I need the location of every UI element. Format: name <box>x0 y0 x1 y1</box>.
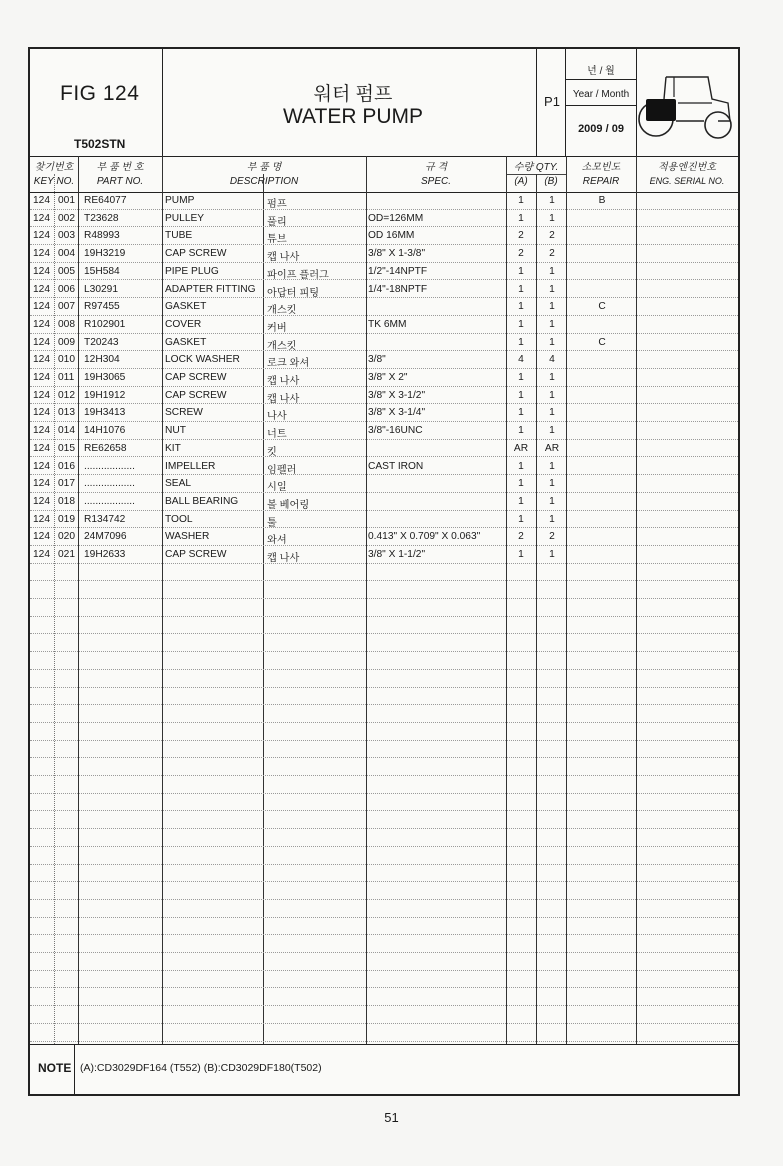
title-korean: 워터 펌프 <box>313 84 393 105</box>
spec-cell: TK 6MM <box>368 318 407 330</box>
key-no-cell: 014 <box>58 425 75 437</box>
blank-row <box>30 723 738 741</box>
spec-kr-header: 규 격 <box>424 162 448 173</box>
blank-row <box>30 564 738 582</box>
qty-b-cell: 1 <box>549 513 555 525</box>
fig-cell: 124 <box>33 195 50 206</box>
qty-b-cell: 4 <box>549 354 555 366</box>
key-no-cell: 019 <box>58 513 75 525</box>
qty-b-cell: 1 <box>549 301 555 313</box>
part-no-cell: 14H1076 <box>84 425 126 437</box>
fig-cell: 124 <box>33 478 50 490</box>
blank-row <box>30 918 738 936</box>
part-no-header: PART NO. <box>96 176 144 187</box>
table-row <box>30 298 738 316</box>
qty-b-cell: 1 <box>549 212 555 224</box>
description-kr-cell: 시일 <box>267 482 287 494</box>
description-kr-cell: 캡 나사 <box>267 252 300 264</box>
key-no-kr-header: 찾기번호 <box>34 162 74 173</box>
part-no-cell: R97455 <box>84 301 120 313</box>
spec-cell: 1/2"-14NPTF <box>368 265 428 277</box>
part-no-cell: RE62658 <box>84 442 127 454</box>
part-no-cell: 19H1912 <box>84 389 126 401</box>
description-kr-cell: 튜브 <box>267 234 287 246</box>
blank-row <box>30 635 738 653</box>
blank-row <box>30 670 738 688</box>
description-cell: PUMP <box>165 195 195 206</box>
blank-row <box>30 741 738 759</box>
key-no-cell: 018 <box>58 495 75 507</box>
sheet-header <box>30 49 738 157</box>
blank-row <box>30 794 738 812</box>
table-row <box>30 493 738 511</box>
table-row <box>30 422 738 440</box>
part-no-cell: 12H304 <box>84 354 120 366</box>
part-no-cell: L30291 <box>84 283 118 295</box>
spec-cell: 3/8" X 1-3/8" <box>368 248 426 260</box>
table-row <box>30 404 738 422</box>
table-row <box>30 369 738 387</box>
blank-row <box>30 652 738 670</box>
description-cell: WASHER <box>165 531 210 543</box>
tractor-icon <box>638 69 736 143</box>
fig-cell: 124 <box>33 354 50 366</box>
blank-row <box>30 1006 738 1024</box>
key-no-cell: 015 <box>58 442 75 454</box>
description-kr-cell: 캡 나사 <box>267 553 300 564</box>
part-no-cell: .................. <box>84 460 135 472</box>
description-kr-cell: 아답터 피팅 <box>267 287 320 299</box>
description-cell: TOOL <box>165 513 193 525</box>
qty-b-cell: 1 <box>549 549 555 560</box>
table-row <box>30 316 738 334</box>
table-row <box>30 528 738 546</box>
table-row <box>30 458 738 476</box>
description-kr-cell: 개스킷 <box>267 340 297 352</box>
description-cell: PULLEY <box>165 212 205 224</box>
blank-row <box>30 953 738 971</box>
description-cell: SCREW <box>165 407 203 419</box>
title-english: WATER PUMP <box>283 105 423 128</box>
spec-header: SPEC. <box>420 176 451 187</box>
qty-b-header: (B) <box>544 176 558 187</box>
description-kr-cell: 파이프 플러그 <box>267 269 329 281</box>
key-no-cell: 002 <box>58 212 75 224</box>
blank-row <box>30 758 738 776</box>
fig-cell: 124 <box>33 265 50 277</box>
part-no-cell: R134742 <box>84 513 126 525</box>
table-row <box>30 192 738 210</box>
table-row <box>30 511 738 529</box>
table-row <box>30 440 738 458</box>
fig-cell: 124 <box>33 460 50 472</box>
qty-header: 수량 QTY. <box>513 162 559 173</box>
fig-cell: 124 <box>33 372 50 383</box>
spec-cell: 3/8" X 3-1/2" <box>368 389 426 401</box>
key-no-cell: 004 <box>58 248 75 260</box>
blank-row <box>30 1024 738 1042</box>
spec-cell: OD=126MM <box>368 212 424 224</box>
page-code: P1 <box>544 94 560 109</box>
qty-a-cell: 1 <box>518 336 524 348</box>
part-no-cell: .................. <box>84 495 135 507</box>
repair-cell: C <box>598 301 606 313</box>
repair-cell: B <box>598 195 606 206</box>
description-kr-cell: 개스킷 <box>267 305 297 317</box>
fig-cell: 124 <box>33 531 50 543</box>
part-no-cell: 24M7096 <box>84 531 127 543</box>
part-no-cell: T23628 <box>84 212 119 224</box>
qty-a-cell: 1 <box>518 318 524 330</box>
qty-b-cell: AR <box>544 442 560 454</box>
table-row <box>30 475 738 493</box>
key-no-cell: 020 <box>58 531 75 543</box>
qty-b-cell: 1 <box>549 195 555 206</box>
spec-cell: 0.413" X 0.709" X 0.063" <box>368 531 481 543</box>
description-cell: CAP SCREW <box>165 372 227 383</box>
serial-kr-header: 적용엔진번호 <box>658 162 716 173</box>
part-no-cell: 19H2633 <box>84 549 126 560</box>
description-kr-cell: 와셔 <box>267 535 287 547</box>
part-no-kr-header: 부 품 번 호 <box>96 162 144 173</box>
qty-a-cell: 4 <box>518 354 524 366</box>
note-section <box>30 1044 738 1095</box>
blank-row <box>30 989 738 1007</box>
fig-cell: 124 <box>33 425 50 437</box>
year-month-label: Year / Month <box>572 89 630 100</box>
qty-b-cell: 1 <box>549 372 555 383</box>
description-kr-cell: 나사 <box>267 411 287 423</box>
fig-cell: 124 <box>33 549 50 560</box>
description-cell: TUBE <box>165 230 193 242</box>
fig-cell: 124 <box>33 407 50 419</box>
qty-b-cell: 1 <box>549 407 555 419</box>
blank-row <box>30 971 738 989</box>
repair-kr-header: 소모빈도 <box>581 162 621 173</box>
table-row <box>30 245 738 263</box>
fig-cell: 124 <box>33 336 50 348</box>
description-kr-cell: 펌프 <box>267 199 287 210</box>
qty-b-cell: 1 <box>549 283 555 295</box>
qty-a-cell: 1 <box>518 212 524 224</box>
description-cell: NUT <box>165 425 186 437</box>
qty-a-cell: 1 <box>518 495 524 507</box>
qty-b-cell: 2 <box>549 248 555 260</box>
key-no-cell: 017 <box>58 478 75 490</box>
qty-b-cell: 1 <box>549 460 555 472</box>
description-header: DESCRIPTION <box>229 176 299 187</box>
blank-row <box>30 705 738 723</box>
fig-cell: 124 <box>33 301 50 313</box>
fig-cell: 124 <box>33 495 50 507</box>
qty-a-cell: 1 <box>518 265 524 277</box>
model-code: T502STN <box>74 137 126 151</box>
blank-row <box>30 829 738 847</box>
part-no-cell: 19H3413 <box>84 407 126 419</box>
column-headers <box>30 156 738 193</box>
fig-cell: 124 <box>33 283 50 295</box>
qty-a-cell: 1 <box>518 283 524 295</box>
description-kr-header: 부 품 명 <box>246 162 282 173</box>
key-no-cell: 003 <box>58 230 75 242</box>
page-number: 51 <box>384 1110 399 1125</box>
qty-b-cell: 1 <box>549 495 555 507</box>
part-no-cell: 19H3219 <box>84 248 126 260</box>
key-no-cell: 016 <box>58 460 75 472</box>
part-no-cell: R48993 <box>84 230 120 242</box>
year-month-korean: 년 / 월 <box>587 66 615 77</box>
qty-a-cell: 1 <box>518 301 524 313</box>
qty-a-cell: 1 <box>518 372 524 383</box>
year-month-value: 2009 / 09 <box>578 123 624 135</box>
key-no-cell: 007 <box>58 301 75 313</box>
description-cell: KIT <box>165 442 181 454</box>
key-no-cell: 021 <box>58 549 75 560</box>
serial-header: ENG. SERIAL NO. <box>649 176 725 186</box>
blank-row <box>30 865 738 883</box>
description-kr-cell: 풀리 <box>267 216 287 228</box>
repair-header: REPAIR <box>582 176 620 187</box>
description-cell: CAP SCREW <box>165 248 227 260</box>
part-no-cell: .................. <box>84 478 135 490</box>
blank-row <box>30 581 738 599</box>
repair-cell: C <box>598 336 606 348</box>
description-kr-cell: 킷 <box>267 446 277 458</box>
spec-cell: 3/8" X 2" <box>368 372 408 383</box>
qty-a-cell: 1 <box>518 425 524 437</box>
key-no-cell: 006 <box>58 283 75 295</box>
description-kr-cell: 너트 <box>267 429 287 441</box>
table-row <box>30 334 738 352</box>
description-cell: CAP SCREW <box>165 389 227 401</box>
key-no-cell: 008 <box>58 318 75 330</box>
table-row <box>30 210 738 228</box>
qty-a-cell: 1 <box>518 513 524 525</box>
description-cell: COVER <box>165 318 202 330</box>
description-kr-cell: 툴 <box>267 517 277 529</box>
spec-cell: 1/4"-18NPTF <box>368 283 428 295</box>
note-label: NOTE <box>38 1061 72 1075</box>
part-no-cell: 19H3065 <box>84 372 126 383</box>
blank-row <box>30 882 738 900</box>
qty-b-cell: 1 <box>549 425 555 437</box>
qty-a-cell: 1 <box>518 407 524 419</box>
description-kr-cell: 볼 베어링 <box>267 499 310 511</box>
table-row <box>30 351 738 369</box>
qty-b-cell: 1 <box>549 265 555 277</box>
figure-number: FIG 124 <box>60 82 140 105</box>
description-cell: PIPE PLUG <box>165 265 219 277</box>
spec-cell: 3/8"-16UNC <box>368 425 423 437</box>
qty-b-cell: 1 <box>549 478 555 490</box>
description-kr-cell: 캡 나사 <box>267 393 300 405</box>
part-no-cell: 15H584 <box>84 265 120 277</box>
qty-a-cell: 1 <box>518 549 524 560</box>
part-no-cell: RE64077 <box>84 195 127 206</box>
qty-a-cell: AR <box>513 442 529 454</box>
fig-cell: 124 <box>33 248 50 260</box>
qty-b-cell: 1 <box>549 389 555 401</box>
blank-row <box>30 599 738 617</box>
qty-b-cell: 1 <box>549 318 555 330</box>
qty-b-cell: 2 <box>549 531 555 543</box>
qty-a-cell: 2 <box>518 531 524 543</box>
part-no-cell: R102901 <box>84 318 126 330</box>
description-cell: CAP SCREW <box>165 549 227 560</box>
table-row <box>30 227 738 245</box>
key-no-cell: 011 <box>58 372 75 383</box>
description-kr-cell: 커버 <box>267 322 287 334</box>
key-no-cell: 012 <box>58 389 75 401</box>
description-kr-cell: 캡 나사 <box>267 376 300 387</box>
description-cell: BALL BEARING <box>165 495 239 507</box>
key-no-cell: 005 <box>58 265 75 277</box>
description-cell: SEAL <box>165 478 192 490</box>
key-no-cell: 010 <box>58 354 75 366</box>
blank-row <box>30 688 738 706</box>
blank-row <box>30 935 738 953</box>
qty-a-cell: 2 <box>518 248 524 260</box>
blank-row <box>30 812 738 830</box>
qty-a-cell: 1 <box>518 478 524 490</box>
key-no-cell: 001 <box>58 195 75 206</box>
blank-row <box>30 900 738 918</box>
part-no-cell: T20243 <box>84 336 119 348</box>
description-kr-cell: 로크 와셔 <box>267 358 310 370</box>
spec-cell: 3/8" <box>368 354 386 366</box>
fig-cell: 124 <box>33 513 50 525</box>
fig-cell: 124 <box>33 318 50 330</box>
description-cell: GASKET <box>165 336 207 348</box>
key-no-cell: 009 <box>58 336 75 348</box>
note-text: (A):CD3029DF164 (T552) (B):CD3029DF180(T502) <box>80 1062 322 1074</box>
table-row <box>30 546 738 564</box>
spec-cell: OD 16MM <box>368 230 415 242</box>
description-cell: IMPELLER <box>165 460 216 472</box>
fig-cell: 124 <box>33 230 50 242</box>
description-cell: LOCK WASHER <box>165 354 240 366</box>
qty-a-header: (A) <box>514 176 528 187</box>
description-cell: GASKET <box>165 301 207 313</box>
blank-row <box>30 617 738 635</box>
fig-cell: 124 <box>33 389 50 401</box>
table-row <box>30 263 738 281</box>
qty-b-cell: 2 <box>549 230 555 242</box>
key-no-header: KEY NO. <box>33 176 75 187</box>
parts-sheet <box>28 47 740 1096</box>
table-row <box>30 281 738 299</box>
fig-cell: 124 <box>33 212 50 224</box>
spec-cell: CAST IRON <box>368 460 424 472</box>
qty-b-cell: 1 <box>549 336 555 348</box>
qty-a-cell: 1 <box>518 195 524 206</box>
fig-cell: 124 <box>33 442 50 454</box>
blank-row <box>30 776 738 794</box>
qty-a-cell: 1 <box>518 389 524 401</box>
qty-a-cell: 2 <box>518 230 524 242</box>
blank-row <box>30 847 738 865</box>
table-row <box>30 387 738 405</box>
spec-cell: 3/8" X 3-1/4" <box>368 407 426 419</box>
spec-cell: 3/8" X 1-1/2" <box>368 549 426 560</box>
description-cell: ADAPTER FITTING <box>165 283 256 295</box>
description-kr-cell: 임펠러 <box>267 464 297 476</box>
key-no-cell: 013 <box>58 407 75 419</box>
qty-a-cell: 1 <box>518 460 524 472</box>
